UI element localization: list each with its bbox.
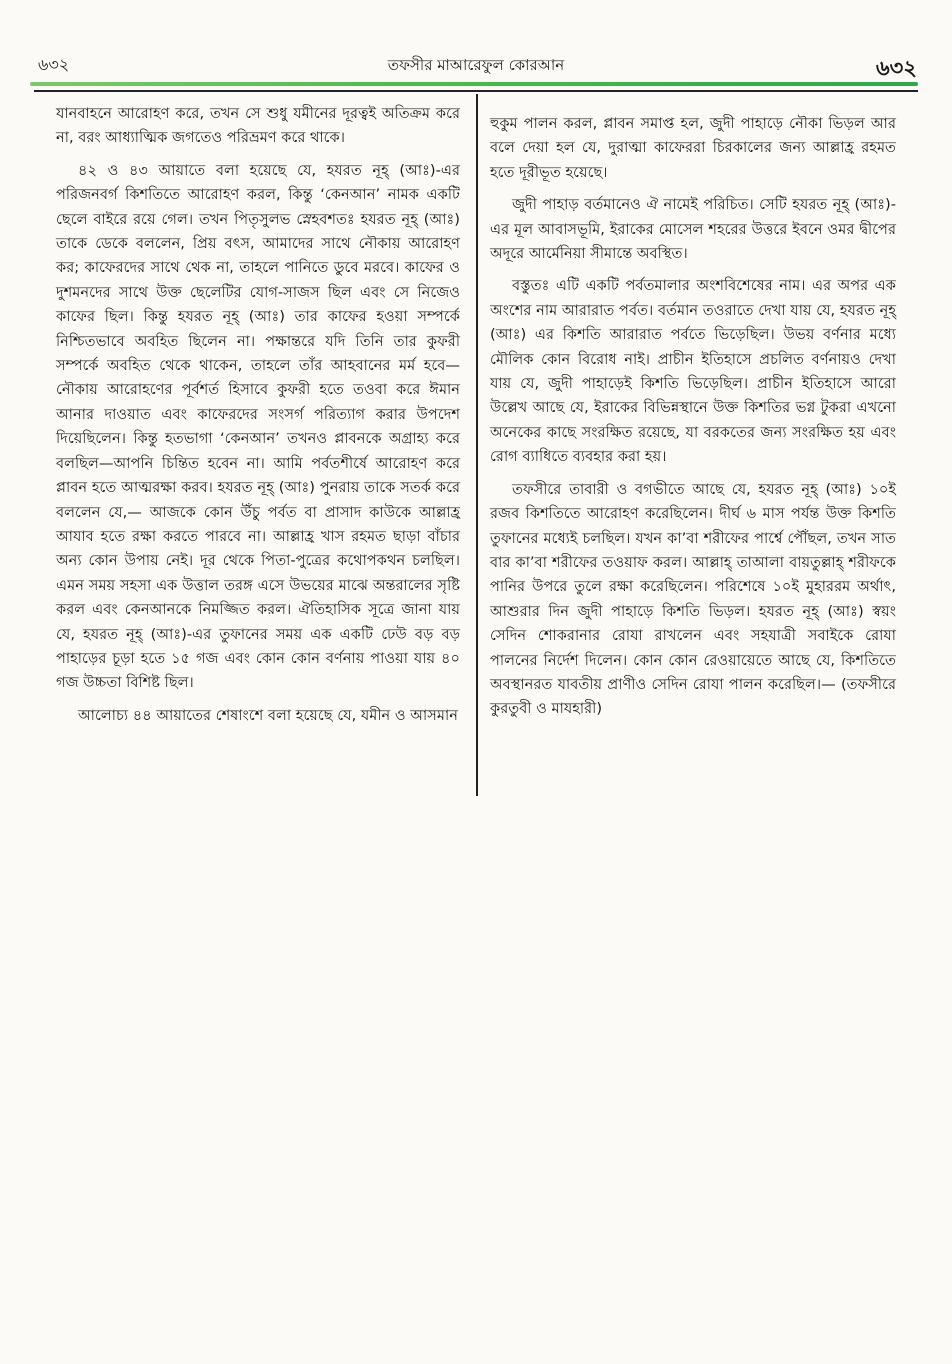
right-paragraph-4: তফসীরে তাবারী ও বগভীতে আছে যে, হযরত নূহ্ (আঃ) ১০ই রজব কিশতিতে আরোহণ করেছিলেন। দীর্ঘ ৬ মাস পর্যন্ত উক্ত কিশতি তুফানের মধ্যেই চলছিল। যখন কা’বা শরীফের পার্শ্বে পৌঁছল, তখন সাত বার কা’বা শরীফের তওয়াফ করল। আল্লাহ্ তাআলা বায়তুল্লাহ্ শরীফকে পানির উপরে তুলে রক্ষা করেছিলেন। পরিশেষে ১০ই মুহাররম অর্থাৎ, আশুরার দিন জুদী পাহাড়ে কিশতি ভিড়ল। হযরত নূহ্ (আঃ) স্বয়ং সেদিন শোকরানার রোযা রাখলেন এবং সহযাত্রী সবাইকে রোযা পালনের নির্দেশ দিলেন। কোন কোন রেওয়ায়েতে আছে যে, কিশতিতে অবস্থানরত যাবতীয় প্রাণীও সেদিন রোযা পালন করেছিল।— (তফসীরে কুরতুবী ও মাযহারী) bbox=[490, 480, 896, 718]
page-number-right: ৬৩২ bbox=[876, 56, 917, 80]
page-number-left: ৬৩২ bbox=[38, 55, 70, 74]
right-paragraph-2: জুদী পাহাড় বর্তমানেও ঐ নামেই পরিচিত। সেটি হযরত নূহ্ (আঃ)-এর মূল আবাসভূমি, ইরাকের মোসেল শহরের উত্তরে ইবনে ওমর দ্বীপের অদূরে আর্মেনিয়া সীমান্তে অবস্থিত। bbox=[490, 196, 896, 263]
header-dark-rule bbox=[34, 90, 918, 92]
right-column bbox=[490, 112, 896, 730]
header-green-rule bbox=[30, 82, 918, 86]
left-paragraph-1: যানবাহনে আরোহণ করে, তখন সে শুধু যমীনের দূরত্বই অতিক্রম করে না, বরং আধ্যাত্মিক জগতেও পরিভ্রমণ করে থাকে। bbox=[56, 105, 460, 147]
page-header bbox=[0, 0, 952, 100]
left-paragraph-2: ৪২ ও ৪৩ আয়াতে বলা হয়েছে যে, হযরত নূহ্ (আঃ)-এর পরিজনবর্গ কিশতিতে আরোহণ করল, কিন্তু ‘কেনআন’ নামক একটি ছেলে বাইরে রয়ে গেল। তখন পিতৃসুলভ স্নেহবশতঃ হযরত নূহ্ (আঃ) তাকে ডেকে বললেন, প্রিয় বৎস, আমাদের সাথে নৌকায় আরোহণ কর; কাফেরদের সাথে থেক না, তাহলে পানিতে ডুবে মরবে। কাফের ও দুশমনদের সাথে উক্ত ছেলেটির যোগ-সাজস ছিল এবং সে নিজেও কাফের ছিল। কিন্তু হযরত নূহ্ (আঃ) তার কাফের হওয়া সম্পর্কে নিশ্চিতভাবে অবহিত ছিলেন না। পক্ষান্তরে যদি তিনি তার কুফরী সম্পর্কে অবহিত থেকে থাকেন, তাহলে তাঁর আহবানের মর্ম হবে—নৌকায় আরোহণের পূর্বশর্ত হিসাবে কুফরী হতে তওবা করে ঈমান আনার দাওয়াত এবং কাফেরদের সংসর্গ পরিত্যাগ করার উপদেশ দিয়েছিলেন। কিন্তু হতভাগা ‘কেনআন’ তখনও প্লাবনকে অগ্রাহ্য করে বলছিল—আপনি চিন্তিত হবেন না। আমি পর্বতশীর্ষে আরোহণ করে প্লাবন হতে আত্মরক্ষা করব। হযরত নূহ্ (আঃ) পুনরায় তাকে সতর্ক করে বললেন যে,— আজকে কোন উঁচু পর্বত বা প্রাসাদ কাউকে আল্লাহ্র আযাব হতে রক্ষা করতে পারবে না। আল্লাহ্র খাস রহমত ছাড়া বাঁচার অন্য কোন উপায় নেই। দূর থেকে পিতা-পুত্রের কথোপকথন চলছিল। এমন সময় সহসা এক উত্তাল তরঙ্গ এসে উভয়ের মাঝে অন্তরালের সৃষ্টি করল এবং কেনআনকে নিমজ্জিত করল। ঐতিহাসিক সূত্রে জানা যায় যে, হযরত নূহ্ (আঃ)-এর তুফানের সময় এক একটি ঢেউ বড় বড় পাহাড়ের চূড়া হতে ১৫ গজ এবং কোন কোন বর্ণনায় পাওয়া যায় ৪০ গজ উচ্চতা বিশিষ্ট ছিল। bbox=[56, 161, 460, 692]
running-title: তফসীর মাআরেফুল কোরআন bbox=[387, 56, 565, 74]
left-column bbox=[56, 102, 460, 736]
right-paragraph-1: হুকুম পালন করল, প্লাবন সমাপ্ত হল, জুদী পাহাড়ে নৌকা ভিড়ল আর বলে দেয়া হল যে, দুরাত্মা কাফেররা চিরকালের জন্য আল্লাহ্র রহমত হতে দূরীভূত হয়েছে। bbox=[490, 115, 896, 181]
left-paragraph-3: আলোচ্য ৪৪ আয়াতের শেষাংশে বলা হয়েছে যে, যমীন ও আসমান bbox=[78, 706, 458, 724]
right-paragraph-3: বস্তুতঃ এটি একটি পর্বতমালার অংশবিশেষের নাম। এর অপর এক অংশের নাম আরারাত পর্বত। বর্তমান তওরাতে দেখা যায় যে, হযরত নূহ্ (আঃ) এর কিশতি আরারাত পর্বতে ভিড়েছিল। উভয় বর্ণনার মধ্যে মৌলিক কোন বিরোধ নাই। প্রাচীন ইতিহাসে প্রচলিত বর্ণনায়ও দেখা যায় যে, জুদী পাহাড়েই কিশতি ভিড়েছিল। প্রাচীন ইতিহাসে আরো উল্লেখ আছে যে, ইরাকের বিভিন্নস্থানে উক্ত কিশতির ভগ্ন টুকরা এখনো অনেকের কাছে সংরক্ষিত রয়েছে, যা বরকতের জন্য সংরক্ষিত হয় এবং রোগ ব্যাধিতে ব্যবহার করা হয়। bbox=[490, 277, 896, 466]
column-divider bbox=[476, 94, 478, 796]
